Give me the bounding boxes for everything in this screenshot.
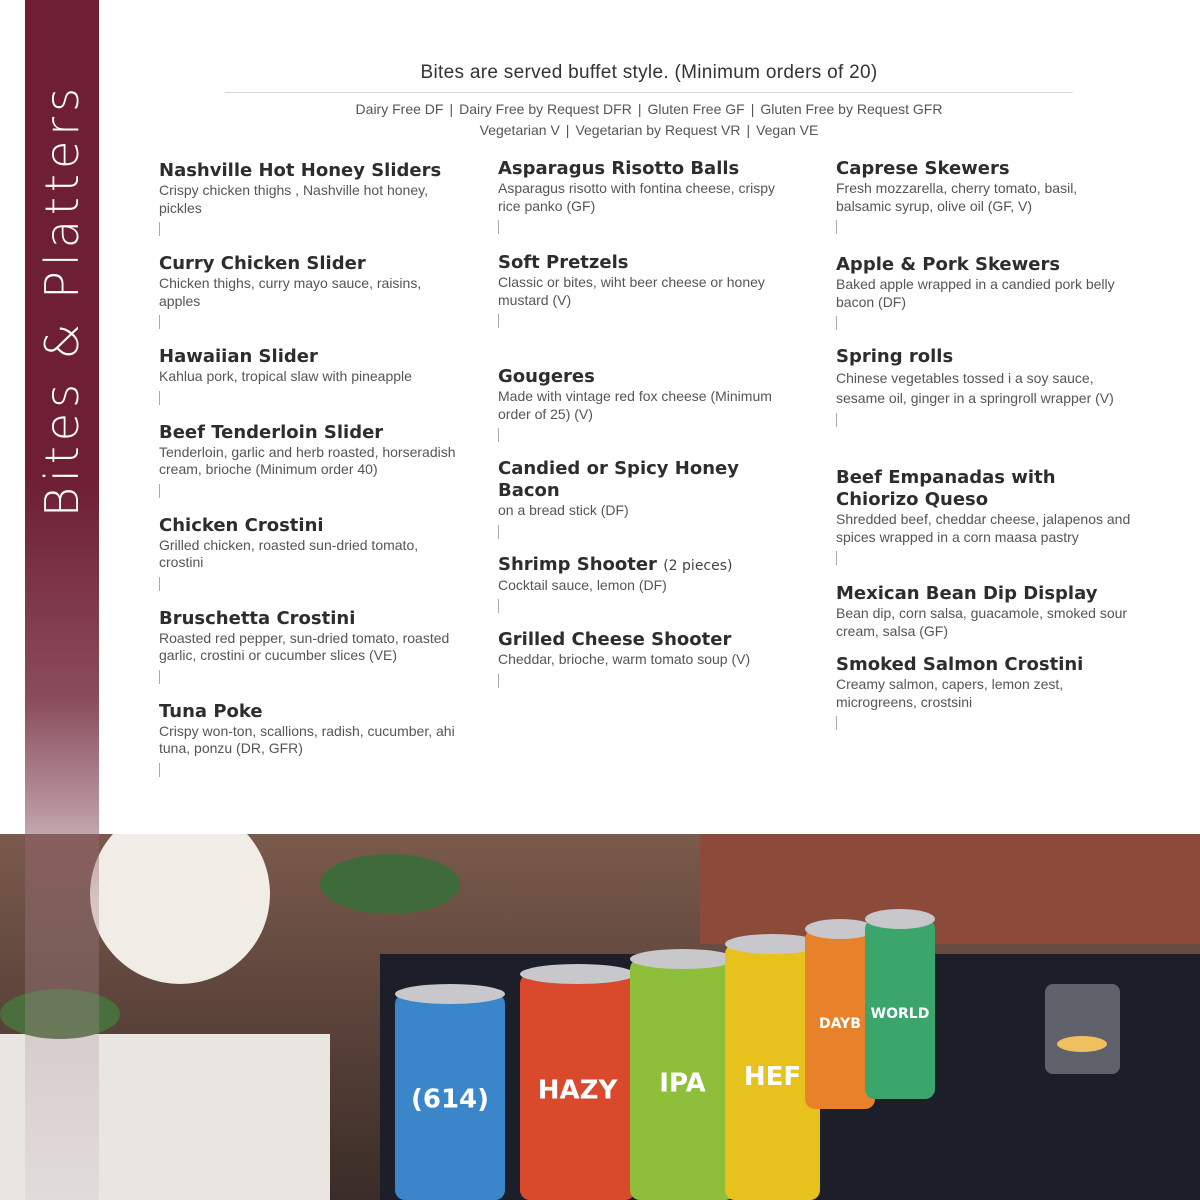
can-label: IPA xyxy=(659,1068,706,1099)
menu-item xyxy=(498,366,798,442)
can-label: DAYB xyxy=(819,1016,861,1032)
item-divider xyxy=(498,525,499,539)
item-name: Beef Empanadas with Chiorizo Queso xyxy=(836,467,1056,510)
item-divider xyxy=(159,763,160,777)
item-name: Bruschetta Crostini xyxy=(159,607,356,629)
item-divider xyxy=(836,413,837,427)
item-divider xyxy=(159,670,160,684)
brick-wall xyxy=(700,834,1200,944)
item-description: Creamy salmon, capers, lemon zest, microgreens, crostsini xyxy=(836,676,1064,710)
item-note: (2 pieces) xyxy=(663,557,733,574)
item-divider xyxy=(836,220,837,234)
item-description: Asparagus risotto with fontina cheese, crispy rice panko (GF) xyxy=(498,180,776,214)
menu-item xyxy=(836,654,1136,730)
item-description: Crispy won-ton, scallions, radish, cucumber, ahi tuna, ponzu (DR, GFR) xyxy=(159,722,455,756)
legend-divider: | xyxy=(449,101,454,117)
item-name: Beef Tenderloin Slider xyxy=(159,421,384,443)
legend-line-2 xyxy=(225,120,1073,141)
item-name: Caprese Skewers xyxy=(836,158,1010,179)
item-divider xyxy=(498,674,499,688)
intro-text: Bites are served buffet style. (Minimum orders of 20) xyxy=(225,62,1073,93)
item-description: Bean dip, corn salsa, guacamole, smoked sour cream, salsa (GF) xyxy=(836,605,1128,639)
item-name: Hawaiian Slider xyxy=(159,346,318,367)
item-description: Shredded beef, cheddar cheese, jalapenos and spices wrapped in a corn maasa pastry xyxy=(836,511,1131,545)
menu-item xyxy=(498,629,798,688)
section-title-text: Bites & Platters xyxy=(35,82,89,518)
menu-item xyxy=(159,608,459,684)
item-name: Smoked Salmon Crostini xyxy=(836,654,1084,675)
menu-item xyxy=(836,254,1136,330)
item-name: Tuna Poke xyxy=(159,700,263,722)
can-label: WORLD xyxy=(870,1006,930,1022)
sidebar-band xyxy=(25,0,99,1200)
menu-item xyxy=(159,701,459,777)
diet-legend xyxy=(225,99,1073,141)
menu-header xyxy=(225,62,1073,141)
menu-item xyxy=(159,346,459,405)
item-description: Roasted red pepper, sun-dried tomato, roasted garlic, crostini or cucumber slices (VE) xyxy=(159,629,450,663)
item-description: Grilled chicken, roasted sun-dried tomato, crostini xyxy=(159,536,419,570)
menu-column-2 xyxy=(498,158,798,702)
item-description: Fresh mozzarella, cherry tomato, basil, balsamic syrup, olive oil (GF, V) xyxy=(836,180,1078,214)
item-divider xyxy=(836,551,837,565)
menu-item xyxy=(836,583,1136,640)
can-lid xyxy=(395,984,505,1004)
candle-flame xyxy=(1057,1036,1107,1052)
item-divider xyxy=(498,599,499,613)
candle-holder xyxy=(1045,984,1120,1074)
item-description: Chicken thighs, curry mayo sauce, raisins, apples xyxy=(159,275,422,309)
item-description: Chinese vegetables tossed i a soy sauce, sesame oil, ginger in a springroll wrapper (V) xyxy=(836,370,1114,406)
item-divider xyxy=(498,220,499,234)
item-divider xyxy=(159,577,160,591)
legend-item: Vegan VE xyxy=(756,122,819,138)
item-name: Asparagus Risotto Balls xyxy=(498,158,740,179)
menu-column-1 xyxy=(159,160,459,791)
item-divider xyxy=(498,314,499,328)
can-lid xyxy=(865,909,935,929)
item-divider xyxy=(159,222,160,236)
menu-item xyxy=(498,158,798,234)
menu-item xyxy=(836,467,1136,565)
legend-item: Vegetarian V xyxy=(479,122,560,138)
item-description: Tenderloin, garlic and herb roasted, horseradish cream, brioche (Minimum order 40) xyxy=(159,443,456,477)
item-name-text: Shrimp Shooter xyxy=(498,553,657,575)
legend-item: Gluten Free GF xyxy=(647,101,745,117)
item-name: Grilled Cheese Shooter xyxy=(498,629,732,650)
item-description: Crispy chicken thighs , Nashville hot honey, pickles xyxy=(159,182,428,216)
item-name: Chicken Crostini xyxy=(159,514,324,536)
item-name: Candied or Spicy Honey Bacon xyxy=(498,458,739,501)
menu-item xyxy=(498,554,798,614)
item-divider xyxy=(836,716,837,730)
can-label: HEF xyxy=(743,1061,802,1092)
item-divider xyxy=(498,428,499,442)
menu-item xyxy=(159,515,459,591)
can-lid xyxy=(520,964,635,984)
photo-illustration xyxy=(0,834,1200,1200)
item-divider xyxy=(159,391,160,405)
item-name xyxy=(498,554,798,577)
item-description: Cheddar, brioche, warm tomato soup (V) xyxy=(498,651,751,667)
legend-divider: | xyxy=(750,101,755,117)
can-label: HAZY xyxy=(537,1075,618,1106)
legend-item: Gluten Free by Request GFR xyxy=(760,101,943,117)
menu-item xyxy=(498,252,798,328)
beer-cans-photo xyxy=(0,834,1200,1200)
item-name: Soft Pretzels xyxy=(498,252,629,273)
menu-item xyxy=(836,346,1136,427)
item-divider xyxy=(159,315,160,329)
item-name: Nashville Hot Honey Sliders xyxy=(159,160,442,181)
leaf xyxy=(320,854,460,914)
menu-item xyxy=(498,458,798,539)
legend-item: Dairy Free DF xyxy=(355,101,444,117)
item-name: Curry Chicken Slider xyxy=(159,253,366,274)
legend-divider: | xyxy=(637,101,642,117)
legend-item: Vegetarian by Request VR xyxy=(575,122,741,138)
menu-column-3 xyxy=(836,158,1136,744)
item-description: Made with vintage red fox cheese (Minimum order of 25) (V) xyxy=(498,388,772,422)
legend-divider: | xyxy=(565,122,570,138)
legend-line-1 xyxy=(225,99,1073,120)
legend-divider: | xyxy=(746,122,751,138)
item-name: Apple & Pork Skewers xyxy=(836,254,1061,275)
menu-item xyxy=(159,253,459,329)
item-name: Spring rolls xyxy=(836,346,954,367)
menu-item xyxy=(159,160,459,236)
item-description: Kahlua pork, tropical slaw with pineapple xyxy=(159,368,412,384)
can-lid xyxy=(630,949,735,969)
item-description: on a bread stick (DF) xyxy=(498,502,629,518)
item-divider xyxy=(836,316,837,330)
item-name: Gougeres xyxy=(498,366,595,387)
item-divider xyxy=(159,484,160,498)
section-title xyxy=(25,0,99,600)
item-description: Baked apple wrapped in a candied pork belly bacon (DF) xyxy=(836,276,1115,310)
item-name: Mexican Bean Dip Display xyxy=(836,583,1098,604)
legend-item: Dairy Free by Request DFR xyxy=(459,101,632,117)
item-description: Cocktail sauce, lemon (DF) xyxy=(498,576,667,593)
can-lid xyxy=(805,919,875,939)
item-description: Classic or bites, wiht beer cheese or honey mustard (V) xyxy=(498,274,765,308)
menu-item xyxy=(836,158,1136,234)
can-label: (614) xyxy=(410,1084,490,1115)
menu-item xyxy=(159,422,459,498)
